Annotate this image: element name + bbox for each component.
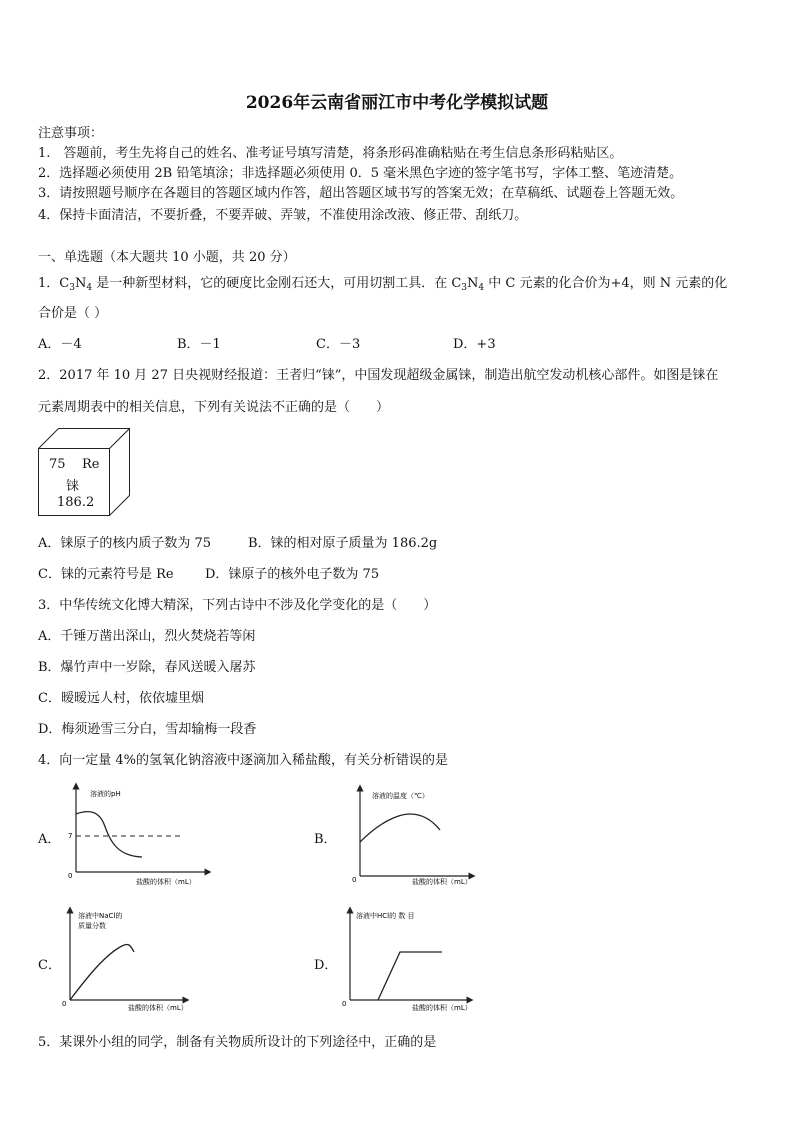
option-a[interactable]: A．千锤万凿出深山，烈火焚烧若等闲 xyxy=(38,629,256,644)
origin-label: 0 xyxy=(352,876,357,884)
y-axis-label: 溶液中HCl的 数 目 xyxy=(356,912,415,920)
origin-label: 0 xyxy=(342,1000,347,1008)
notice-heading: 注意事项： xyxy=(38,126,104,141)
option-b[interactable]: B．－1 xyxy=(177,337,221,352)
graph-d-hcl-count xyxy=(340,906,476,1016)
option-c[interactable]: C．铼的元素符号是 Re xyxy=(38,567,174,582)
element-card xyxy=(38,428,130,516)
option-d[interactable]: D．+3 xyxy=(453,337,496,352)
option-a[interactable]: A．铼原子的核内质子数为 75 xyxy=(38,536,212,551)
origin-label: 0 xyxy=(62,1000,67,1008)
question-2-stem-cont: 元素周期表中的相关信息，下列有关说法不正确的是（ ） xyxy=(38,400,390,415)
graph-b-temperature xyxy=(346,784,476,888)
question-4-stem: 4．向一定量 4%的氢氧化钠溶液中逐滴加入稀盐酸，有关分析错误的是 xyxy=(38,753,449,768)
curve xyxy=(360,814,440,842)
option-b[interactable]: B．铼的相对原子质量为 186.2g xyxy=(248,536,438,551)
notice-item: 3．请按照题号顺序在各题目的答题区域内作答，超出答题区域书写的答案无效；在草稿纸、试题卷上答题无效。 xyxy=(38,186,684,201)
question-1-stem: 1．$C_3N_4$ 是一种新型材料，它的硬度比金刚石还大，可用切割工具．在 $C_3N_4$ 中 C 元素的化合价为+4，则 N 元素的化 xyxy=(38,276,728,293)
option-d[interactable]: D．铼原子的核外电子数为 75 xyxy=(205,567,380,582)
graph-c-nacl-fraction xyxy=(60,906,190,1016)
atomic-number: 75 xyxy=(49,457,66,472)
y-axis-label: 溶液中NaCl的 xyxy=(78,912,123,920)
notice-item: 1. 答题前，考生先将自己的姓名、准考证号填写清楚，将条形码准确粘贴在考生信息条形码粘贴区。 xyxy=(38,146,623,161)
graph-a-ph xyxy=(62,780,212,888)
option-c[interactable]: C．暧暧远人村，依依墟里烟 xyxy=(38,691,204,706)
question-5-stem: 5．某课外小组的同学，制备有关物质所设计的下列途径中，正确的是 xyxy=(38,1035,437,1050)
element-name: 铼 xyxy=(66,479,80,494)
option-b[interactable]: B．爆竹声中一岁除，春风送暖入屠苏 xyxy=(38,660,256,675)
x-axis-label: 盐酸的体积（mL） xyxy=(412,1004,472,1012)
y-axis-label-2: 质量分数 xyxy=(78,922,106,930)
option-a[interactable]: A．－4 xyxy=(38,337,82,352)
atomic-mass: 186.2 xyxy=(57,495,95,510)
question-1-stem-cont: 合价是（ ） xyxy=(38,306,108,321)
page-title: 2026年云南省丽江市中考化学模拟试题 xyxy=(245,93,549,113)
question-3-stem: 3．中华传统文化博大精深，下列古诗中不涉及化学变化的是（ ） xyxy=(38,598,437,613)
option-c[interactable]: C． xyxy=(38,958,61,973)
x-axis-label: 盐酸的体积（mL） xyxy=(128,1004,188,1012)
option-c[interactable]: C．－3 xyxy=(316,337,361,352)
option-d[interactable]: D．梅须逊雪三分白，雪却输梅一段香 xyxy=(38,722,257,737)
section-heading: 一、单选题（本大题共 10 小题，共 20 分） xyxy=(38,250,296,265)
option-d[interactable]: D． xyxy=(314,958,338,973)
y-axis-label: 溶液的pH xyxy=(90,790,121,798)
curve xyxy=(378,952,442,1000)
tick-label: 7 xyxy=(68,832,73,840)
x-axis-label: 盐酸的体积（mL） xyxy=(412,878,472,886)
element-symbol: Re xyxy=(82,457,100,472)
x-axis-label: 盐酸的体积（mL） xyxy=(136,878,196,886)
y-axis-label: 溶液的温度（℃） xyxy=(372,792,429,800)
curve xyxy=(76,812,142,857)
option-a[interactable]: A． xyxy=(38,832,61,847)
question-2-stem: 2．2017 年 10 月 27 日央视财经报道：王者归“铼”，中国发现超级金属铼，制造出航空发动机核心部件。如图是铼在 xyxy=(38,368,719,383)
origin-label: 0 xyxy=(68,872,73,880)
curve xyxy=(70,944,134,1000)
option-b[interactable]: B． xyxy=(314,832,337,847)
notice-item: 4．保持卡面清洁，不要折叠，不要弄破、弄皱，不准使用涂改液、修正带、刮纸刀。 xyxy=(38,208,528,223)
notice-item: 2．选择题必须使用 2B 铅笔填涂；非选择题必须使用 0．5 毫米黑色字迹的签字笔书写，字体工整、笔迹清楚。 xyxy=(38,166,683,181)
